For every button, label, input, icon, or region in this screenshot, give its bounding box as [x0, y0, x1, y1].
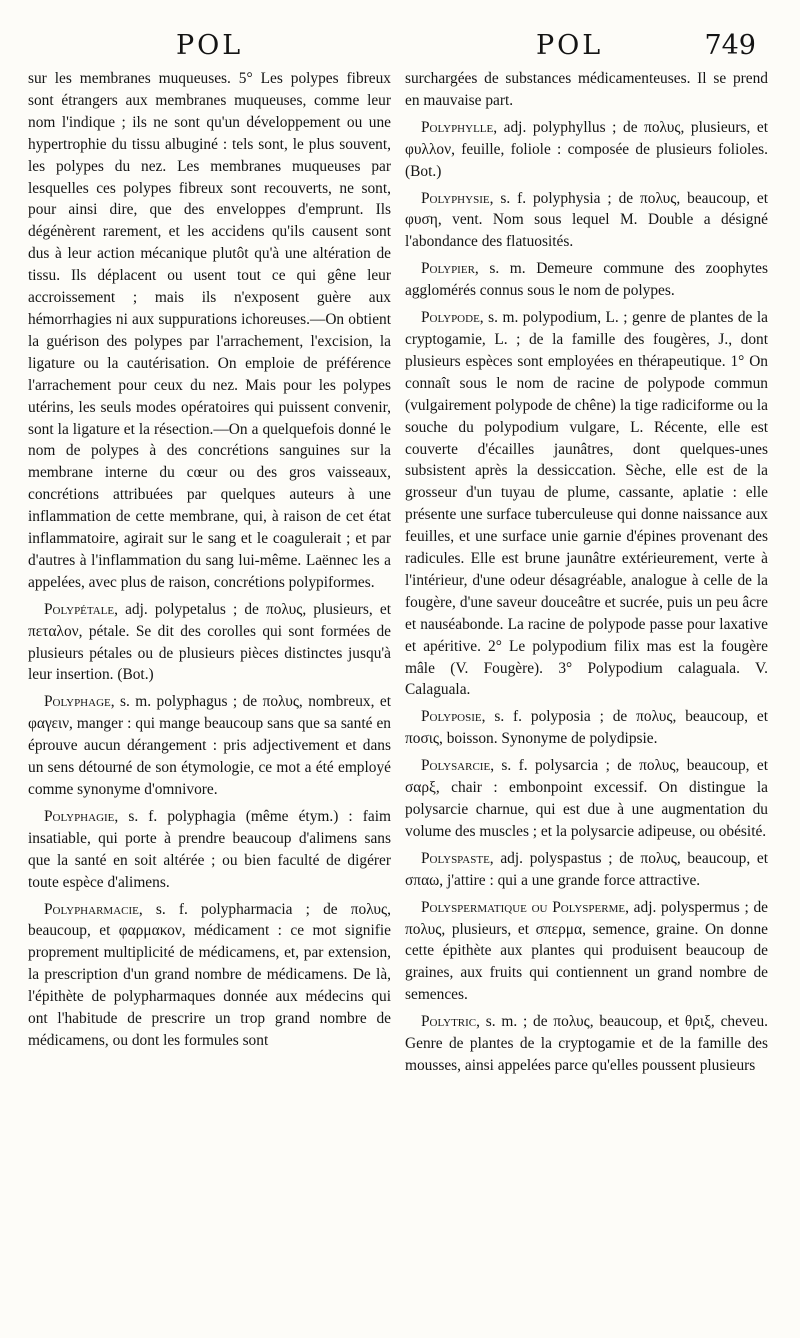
entry-text: , s. m. Demeure commune des zoophytes agglomérés connus sous le nom de polypes. [405, 260, 768, 300]
entry-headword: Polyphysie [421, 189, 490, 207]
entry-text: , s. f. polypharmacia ; de πολυς, beaucoup, et φαρμακον, médicament : ce mot signifie proprement multiplicité de médicamens, et, par extension, la prescription d'un grand nombre de médicamens. De là, l'épithète de polypharmaques donnée aux médecins qui ont l'habitude de prescrire un trop grand nombre de médicamens, ou dont les formules sont [28, 900, 391, 1049]
entry-text: , s. f. polyposia ; de πολυς, beaucoup, et ποσις, boisson. Synonyme de polydipsie. [405, 708, 768, 748]
header-right-word: POL [536, 30, 604, 61]
entry-text: , adj. polyphyllus ; de πολυς, plusieurs, et φυλλον, feuille, foliole : composée de plusieurs folioles. (Bot.) [405, 118, 768, 180]
entry-headword: Polyspermatique ou Polysperme [421, 898, 626, 916]
dictionary-entry [405, 755, 768, 843]
dictionary-entry [405, 258, 768, 302]
entry-headword: Polysarcie [421, 757, 491, 775]
header-left-word: POL [176, 30, 244, 61]
dictionary-entry [405, 897, 768, 1007]
dictionary-entry [28, 806, 391, 894]
entry-text: , s. f. polysarcia ; de πολυς, beaucoup, et σαρξ, chair : embonpoint excessif. On distingue la polysarcie charnue, qui est due à une augmentation du volume des muscles ; et la polysarcie adipeuse, ou obésité. [405, 757, 768, 840]
dictionary-entry [28, 691, 391, 801]
dictionary-entry [405, 848, 768, 892]
entry-headword: Polytric [421, 1013, 477, 1031]
entry-headword: Polypier [421, 260, 475, 278]
entry-text: sur les membranes muqueuses. 5° Les polypes fibreux sont étrangers aux membranes muqueuses, comme leur nom l'indique ; ils ne sont qu'un développement ou une hypertrophie du tissu albuginé : tels sont, le plus souvent, les polypes du nez. Les membranes muqueuses par lesquelles ces polypes fibreux sont recouverts, ne sont, pour ainsi dire, que des enveloppes d'emprunt. Ils dégénèrent rarement, et les accidens qu'ils causent sont dus à leur action mécanique plutôt qu'à une altération de tissu. Ils déplacent ou usent tout ce qui gêne leur accroissement ; mais ils n'exposent guère aux hémorrhagies ni aux suppurations ichoreuses.—On obtient la guérison des polypes par l'arrachement, l'excision, la ligature ou la cautérisation. On emploie de préférence l'arrachement pour ceux du nez. Mais pour les polypes utérins, les seuls modes opératoires qui puissent convenir, sont la ligature et la résection.—On a quelquefois donné le nom de polypes à des concrétions sanguines sur la membrane interne du cœur ou des gros vaisseaux, concrétions attribuées par quelques auteurs à une inflammation de cette membrane, qui, à raison de cet état inflammatoire, agirait sur le sang et le coagulerait ; et par d'autres à l'inflammation du sang lui-même. Laënnec les a appelées, avec plus de raison, concrétions polypiformes. [28, 70, 391, 591]
entry-text: , s. m. polyphagus ; de πολυς, nombreux, et φαγειν, manger : qui mange beaucoup sans que sa santé en éprouve aucun dérangement : pris adjectivement et dans un sens détourné de son étymologie, ce mot a été employé comme synonyme d'omnivore. [28, 693, 391, 798]
entry-text: , adj. polypetalus ; de πολυς, plusieurs, et πεταλον, pétale. Se dit des corolles qui sont formées de plusieurs pétales ou de plusieurs pièces distinctes jusqu'à leur insertion. (Bot.) [28, 600, 391, 684]
dictionary-entry [28, 899, 391, 1052]
entry-text: , s. m. polypodium, L. ; genre de plantes de la cryptogamie, L. ; de la famille des fougères, J., dont plusieurs espèces sont employées en thérapeutique. 1° On connaît sous le nom de racine de polypode commun (vulgairement polypode de chêne) la tige radiciforme ou la souche du polypodium vulgare, L. Récente, elle est couverte d'écailles jaunâtres, dont quelques-unes subsistent après la dessiccation. Sèche, elle est de la grosseur d'un tuyau de plume, cassante, aplatie : elle présente une surface tuberculeuse qui donne naissance aux feuilles, et une surface unie garnie d'épines provenant des radicules. Elle est brune jaunâtre extérieurement, verte à l'intérieur, d'une odeur désagréable, analogue à celle de la fougère, d'une saveur douceâtre et sucrée, puis un peu âcre et nauséabonde. La racine de polypode passe pour laxative et apéritive. 2° Le polypodium filix mas est la fougère mâle (V. Fougère). 3° Polypodium calaguala. V. Calaguala. [405, 309, 768, 699]
dictionary-entry [405, 1011, 768, 1077]
dictionary-entry [405, 117, 768, 183]
left-column [28, 68, 391, 1082]
entry-text: surchargées de substances médicamenteuses. Il se prend en mauvaise part. [405, 70, 768, 109]
dictionary-entry [405, 706, 768, 750]
entry-headword: Polyphagie [44, 807, 115, 825]
running-header [28, 28, 768, 68]
entry-headword: Polypharmacie [44, 900, 139, 918]
entry-headword: Polypode [421, 309, 480, 327]
entry-text: , s. f. polyphagia (même étym.) : faim insatiable, qui porte à prendre beaucoup d'alimens sans que la santé en soit altérée ; ou bien faculté de digérer toute espèce d'alimens. [28, 807, 391, 891]
entry-text: , s. f. polyphysia ; de πολυς, beaucoup, et φυση, vent. Nom sous lequel M. Double a désigné l'abondance des flatuosités. [405, 189, 768, 251]
dictionary-entry [405, 188, 768, 254]
entry-text: , adj. polyspastus ; de πολυς, beaucoup, et σπαω, j'attire : qui a une grande force attractive. [405, 849, 768, 889]
dictionary-entry [405, 307, 768, 701]
entry-headword: Polyphage [44, 693, 111, 711]
entry-headword: Polypétale [44, 600, 115, 618]
right-column [405, 68, 768, 1082]
dictionary-entry [28, 599, 391, 687]
entry-text: , adj. polyspermus ; de πολυς, plusieurs, et σπερμα, semence, graine. On donne cette épithète aux plantes qui produisent beaucoup de graines, aux fruits qui contiennent un grand nombre de semences. [405, 898, 768, 1004]
continued-text [28, 68, 391, 594]
entry-headword: Polyphylle [421, 118, 494, 136]
entry-text: , s. m. ; de πολυς, beaucoup, et θριξ, cheveu. Genre de plantes de la cryptogamie et de la famille des mousses, ainsi appelées parce qu'elles poussent plusieurs [405, 1013, 768, 1074]
entry-headword: Polyspaste [421, 849, 490, 867]
entry-headword: Polyposie [421, 708, 482, 726]
page-number: 749 [704, 30, 756, 61]
continued-text [405, 68, 768, 112]
